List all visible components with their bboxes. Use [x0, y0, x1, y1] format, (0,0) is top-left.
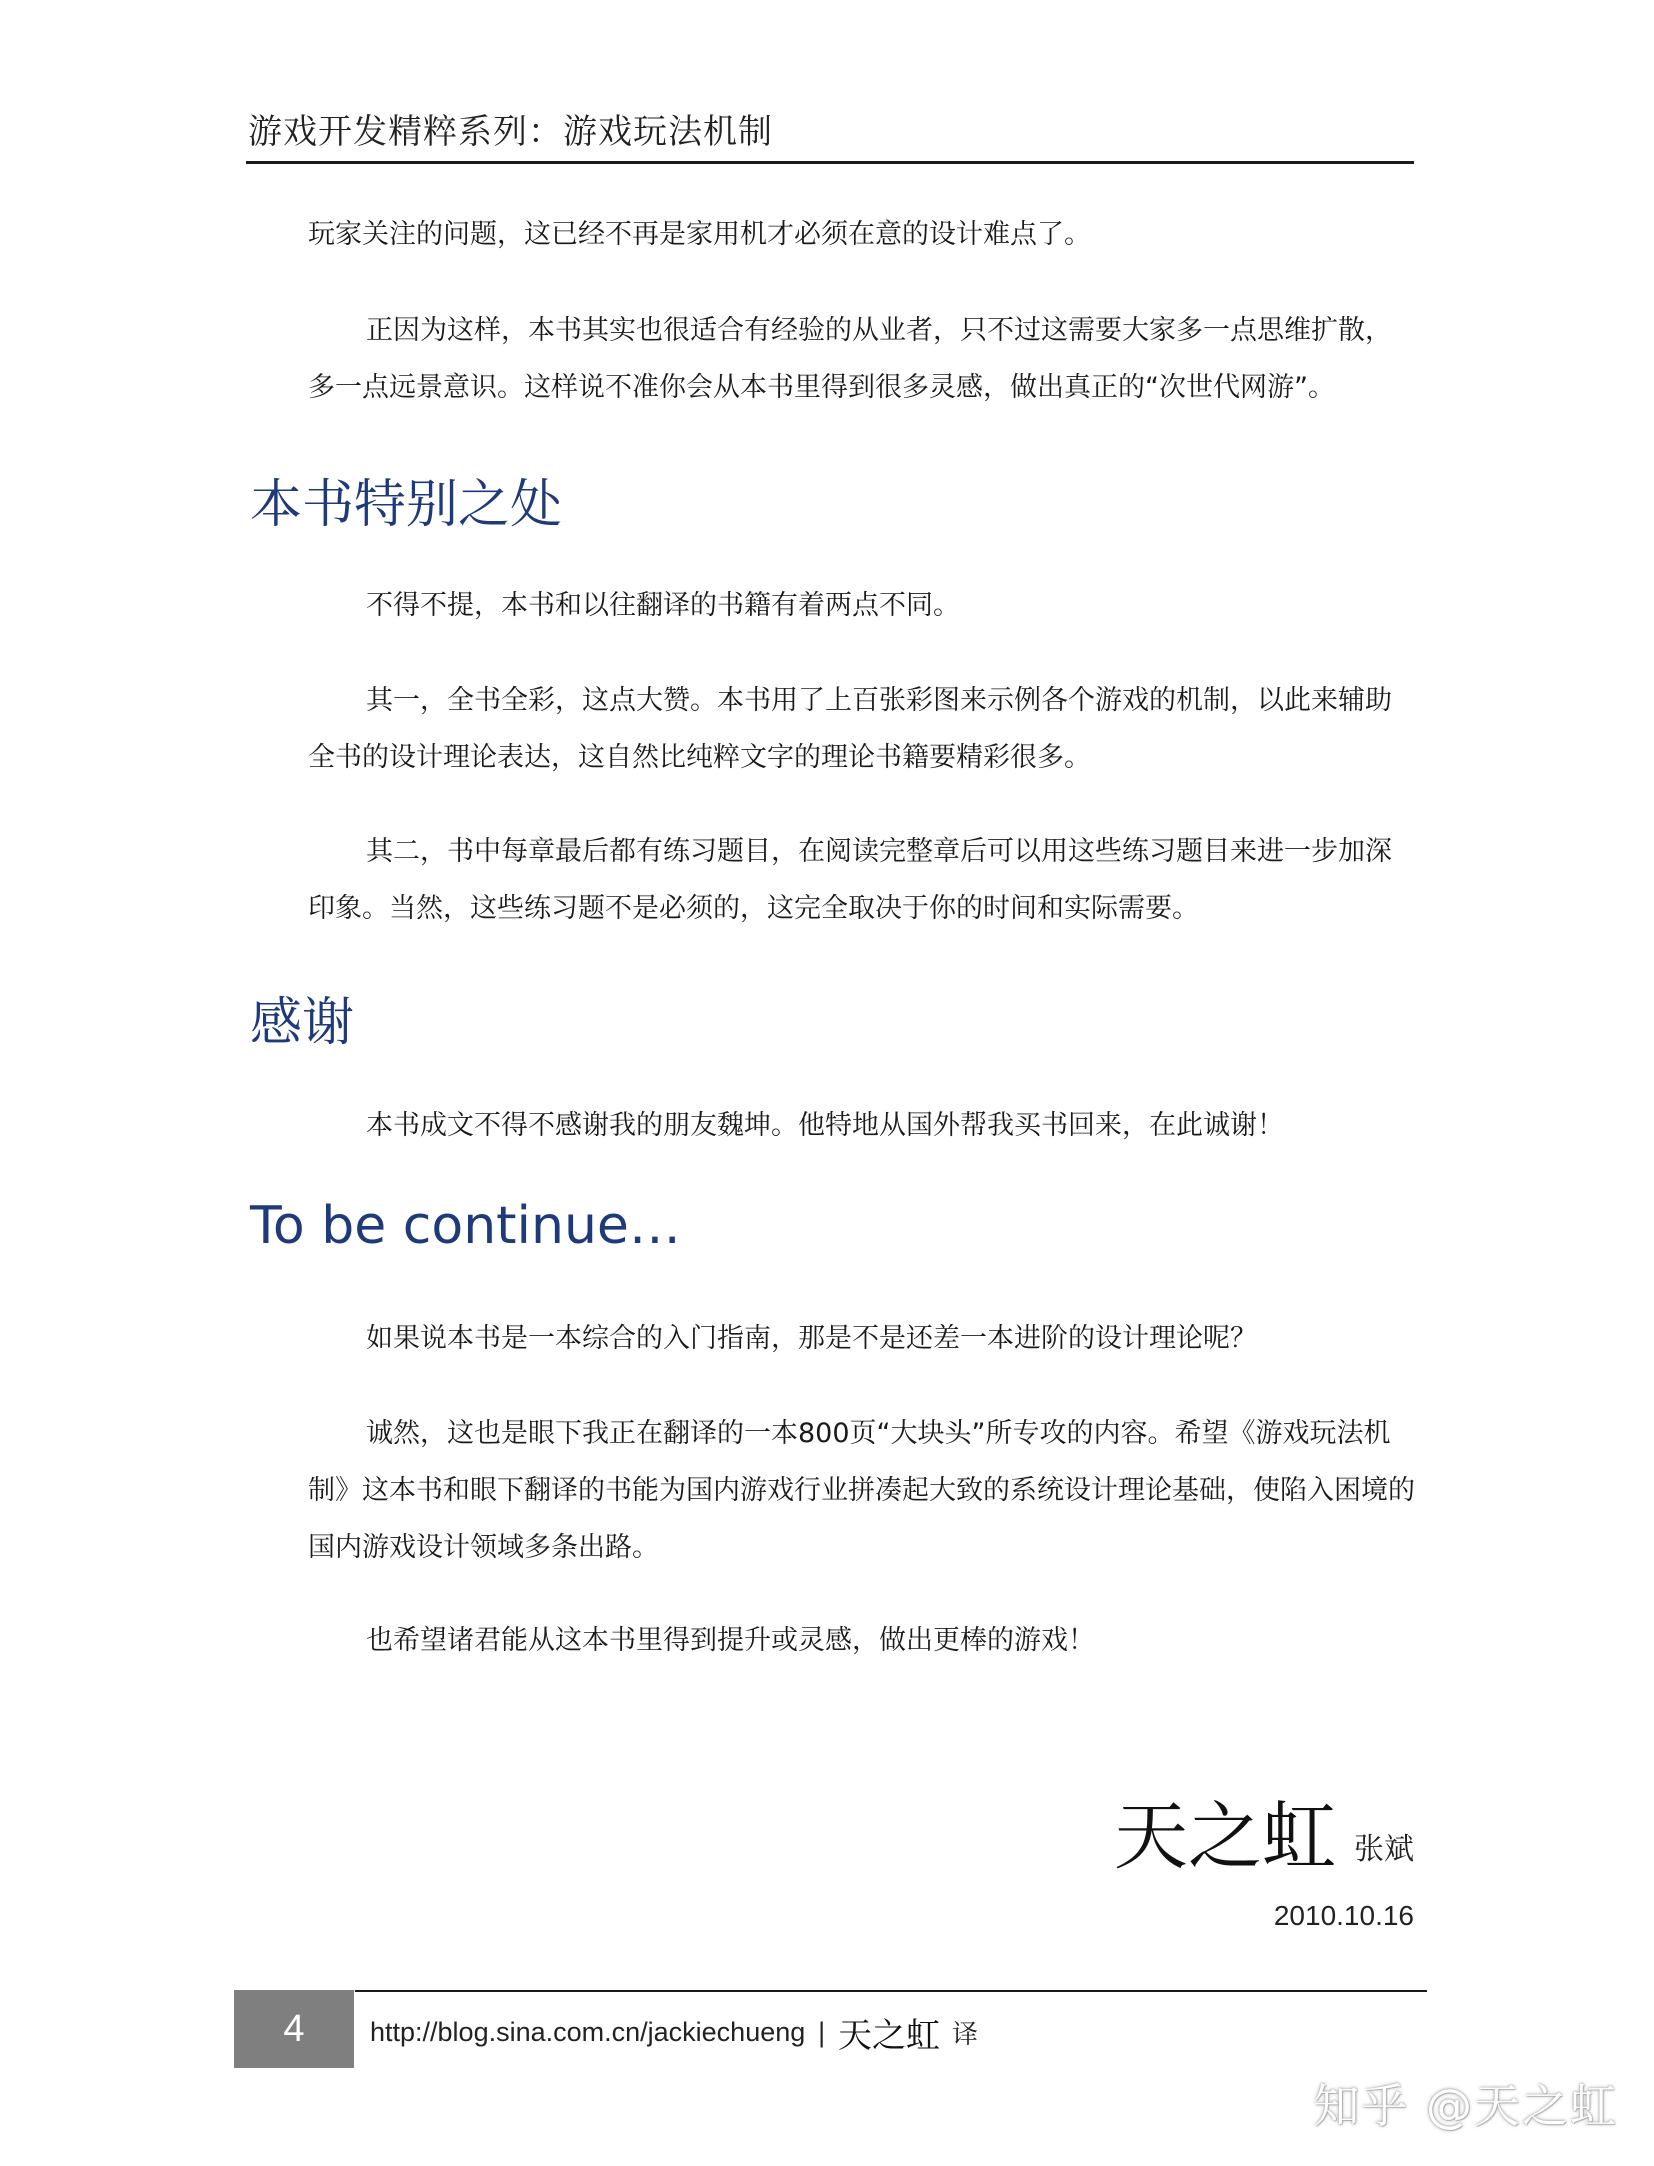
signature-date: 2010.10.16: [1273, 1900, 1414, 1931]
signature-block: [1114, 1794, 1414, 1932]
intro-paragraph-2: 正因为这样，本书其实也很适合有经验的从业者，只不过这需要大家多一点思维扩散，多一点远景意识。这样说不准你会从本书里得到很多灵感，做出真正的“次世代网游”。: [308, 315, 1392, 403]
continue-paragraph-3: 也希望诸君能从这本书里得到提升或灵感，做出更棒的游戏！: [366, 1625, 1095, 1656]
footer-role: 译: [952, 2020, 979, 2050]
zhihu-watermark: 知乎 @天之虹: [1313, 2079, 1618, 2133]
section-heading-special: 本书特别之处: [250, 475, 563, 535]
header-divider: [246, 161, 1414, 164]
footer-divider: [355, 1990, 1427, 1992]
footer-credits: [370, 2008, 978, 2057]
intro-paragraph-1: 玩家关注的问题，这已经不再是家用机才必须在意的设计难点了。: [308, 219, 1091, 250]
page-number: 4: [234, 1990, 354, 2068]
special-paragraph-3: 其二，书中每章最后都有练习题目，在阅读完整章后可以用这些练习题目来进一步加深印象。当然，这些练习题不是必须的，这完全取决于你的时间和实际需要。: [308, 836, 1392, 924]
signature-real-name: 张斌: [1354, 1832, 1414, 1867]
footer-separator: |: [817, 2017, 827, 2048]
footer-blog-link[interactable]: http://blog.sina.com.cn/jackiechueng: [370, 2017, 806, 2047]
signature-name: 天之虹: [1114, 1794, 1336, 1880]
section-heading-thanks: 感谢: [250, 993, 355, 1053]
signature-row: [1114, 1794, 1414, 1880]
section-heading-continue: To be continue…: [250, 1196, 681, 1256]
footer-author: 天之虹: [838, 2016, 941, 2056]
special-paragraph-1: 不得不提，本书和以往翻译的书籍有着两点不同。: [366, 590, 960, 621]
continue-paragraph-1: 如果说本书是一本综合的入门指南，那是不是还差一本进阶的设计理论呢？: [366, 1323, 1257, 1354]
running-header-title: 游戏开发精粹系列：游戏玩法机制: [248, 112, 773, 152]
continue-paragraph-2: 诚然，这也是眼下我正在翻译的一本800页“大块头”所专攻的内容。希望《游戏玩法机制》这本书和眼下翻译的书能为国内游戏行业拼凑起大致的系统设计理论基础，使陷入困境的国内游戏设计领域多条出路。: [308, 1418, 1415, 1563]
thanks-paragraph-1: 本书成文不得不感谢我的朋友魏坤。他特地从国外帮我买书回来，在此诚谢！: [366, 1110, 1284, 1141]
special-paragraph-2: 其一，全书全彩，这点大赞。本书用了上百张彩图来示例各个游戏的机制，以此来辅助全书的设计理论表达，这自然比纯粹文字的理论书籍要精彩很多。: [308, 685, 1392, 773]
